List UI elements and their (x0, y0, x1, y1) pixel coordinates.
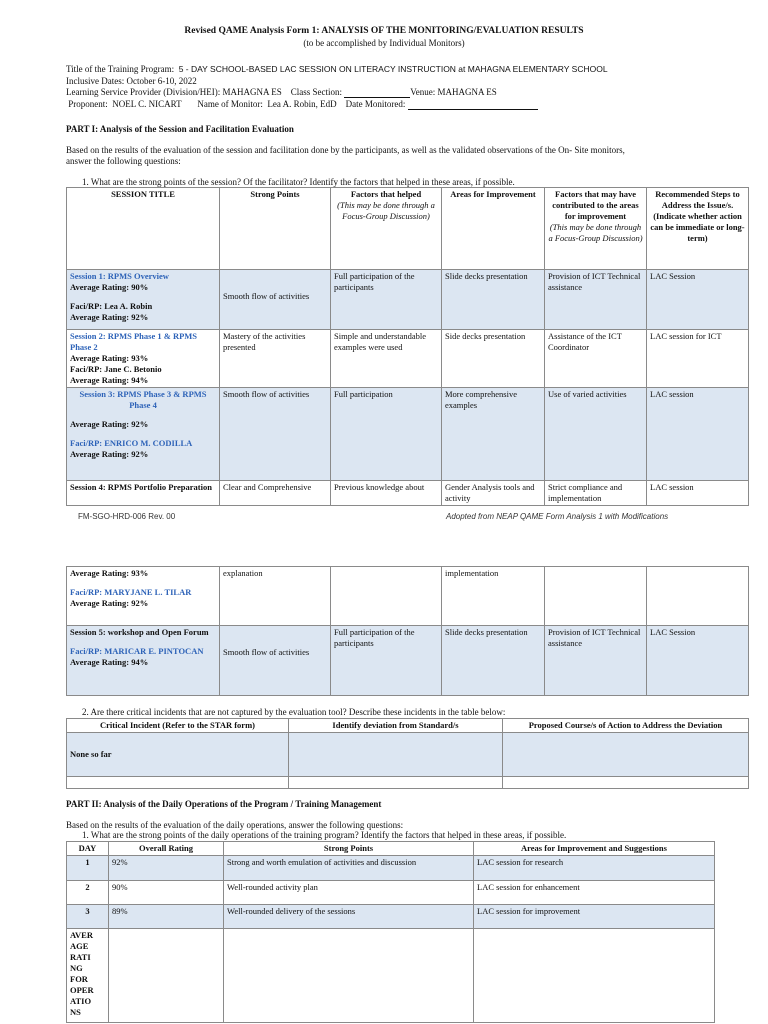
steps-cell: LAC session for ICT (647, 330, 749, 388)
deviation-cell (289, 777, 503, 789)
proponent-line: Proponent: NOEL C. NICART Name of Monitor: Lea A. Robin, EdD Date Monitored: (66, 99, 538, 110)
average-rating-label: AVER AGE RATI NG FOR OPER ATIO NS (67, 929, 109, 1023)
session-title-cell: Session 4: RPMS Portfolio Preparation (67, 481, 220, 506)
adopted-note: Adopted from NEAP QAME Form Analysis 1 with Modifications (446, 512, 669, 521)
areas-cell: LAC session for improvement (474, 905, 715, 929)
session-title-cell: Session 1: RPMS Overview Average Rating: 90% Faci/RP: Lea A. Robin Average Rating: 92% (67, 270, 220, 330)
part1-question-1: 1. What are the strong points of the session? Of the facilitator? Identify the factors that helped in these areas, if possible. (82, 177, 515, 187)
session-title-cell: Session 3: RPMS Phase 3 & RPMS Phase 4 Average Rating: 92% Faci/RP: ENRICO M. CODILLA Average Rating: 92% (67, 388, 220, 481)
col-strong-points: Strong Points (220, 188, 331, 270)
contrib-cell: Use of varied activities (545, 388, 647, 481)
action-cell (503, 733, 749, 777)
session-evaluation-table (66, 187, 749, 506)
contrib-cell: Assistance of the ICT Coordinator (545, 330, 647, 388)
table-row (67, 481, 749, 506)
areas-cell: Side decks presentation (442, 330, 545, 388)
col-day: DAY (67, 842, 109, 856)
areas-cell: More comprehensive examples (442, 388, 545, 481)
strong-cell: Well-rounded activity plan (224, 881, 474, 905)
provider-line: Learning Service Provider (Division/HEI): MAHAGNA ES Class Section: Venue: MAHAGNA ES (66, 87, 497, 97)
rating-cell: 89% (109, 905, 224, 929)
contrib-cell: Strict compliance and implementation (545, 481, 647, 506)
strong-points-cell: Smooth flow of activities (220, 270, 331, 330)
col-session-title: SESSION TITLE (67, 188, 220, 270)
areas-cell: LAC session for enhancement (474, 881, 715, 905)
rating-cell (109, 929, 224, 1023)
rating-cell: 90% (109, 881, 224, 905)
session-evaluation-table-continued (66, 566, 749, 696)
table-row (67, 856, 715, 881)
day-cell: 2 (67, 881, 109, 905)
deviation-cell (289, 733, 503, 777)
table-row (67, 733, 749, 777)
strong-cell: Strong and worth emulation of activities and discussion (224, 856, 474, 881)
col-recommended-steps: Recommended Steps to Address the Issue/s. (Indicate whether action can be immediate or long-term) (647, 188, 749, 270)
part2-question-1: 1. What are the strong points of the daily operations of the training program? Identify the factors that helped in these areas, if possible. (82, 830, 567, 840)
part1-intro-2: answer the following questions: (66, 156, 181, 166)
factors-helped-cell: Full participation (331, 388, 442, 481)
col-critical-incident: Critical Incident (Refer to the STAR form) (67, 719, 289, 733)
col-proposed-action: Proposed Course/s of Action to Address the Deviation (503, 719, 749, 733)
steps-cell: LAC session (647, 388, 749, 481)
factors-helped-cell: Full participation of the participants (331, 270, 442, 330)
session-title-cell: Session 5: workshop and Open Forum Faci/RP: MARICAR E. PINTOCAN Average Rating: 94% (67, 626, 220, 696)
table-row (67, 567, 749, 626)
factors-helped-cell: Full participation of the participants (331, 626, 442, 696)
col-strong-points: Strong Points (224, 842, 474, 856)
areas-cell: Slide decks presentation (442, 270, 545, 330)
contrib-cell: Provision of ICT Technical assistance (545, 270, 647, 330)
steps-cell: LAC Session (647, 270, 749, 330)
contrib-cell: Provision of ICT Technical assistance (545, 626, 647, 696)
table-header-row (67, 719, 749, 733)
part2-intro: Based on the results of the evaluation of the daily operations, answer the following questions: (66, 820, 404, 830)
steps-cell (647, 567, 749, 626)
incident-cell (67, 777, 289, 789)
contrib-cell (545, 567, 647, 626)
strong-cell (224, 929, 474, 1023)
table-header-row (67, 188, 749, 270)
areas-cell: Gender Analysis tools and activity (442, 481, 545, 506)
program-line: Title of the Training Program: 5 - DAY SCHOOL-BASED LAC SESSION ON LITERACY INSTRUCTION at MAHAGNA ELEMENTARY SCHOOL (66, 64, 608, 74)
factors-helped-cell (331, 567, 442, 626)
form-code: FM-SGO-HRD-006 Rev. 00 (78, 512, 176, 521)
areas-cell (474, 929, 715, 1023)
strong-points-cell: Clear and Comprehensive (220, 481, 331, 506)
part1-question-2: 2. Are there critical incidents that are not captured by the evaluation tool? Describe these incidents in the table below: (82, 707, 506, 717)
table-row (67, 881, 715, 905)
col-factors-contributed: Factors that may have contributed to the areas for improvement (This may be done through a Focus-Group Discussion) (545, 188, 647, 270)
areas-cell: Slide decks presentation (442, 626, 545, 696)
table-row (67, 777, 749, 789)
table-row (67, 330, 749, 388)
action-cell (503, 777, 749, 789)
part2-heading: PART II: Analysis of the Daily Operations of the Program / Training Management (66, 799, 382, 809)
steps-cell: LAC session (647, 481, 749, 506)
strong-points-cell: Smooth flow of activities (220, 388, 331, 481)
table-row (67, 905, 715, 929)
col-areas-improvement: Areas for Improvement (442, 188, 545, 270)
session-title-cell: Average Rating: 93% Faci/RP: MARYJANE L. TILAR Average Rating: 92% (67, 567, 220, 626)
part1-heading: PART I: Analysis of the Session and Facilitation Evaluation (66, 124, 294, 134)
table-row (67, 626, 749, 696)
factors-helped-cell: Simple and understandable examples were used (331, 330, 442, 388)
incident-cell: None so far (67, 733, 289, 777)
table-row (67, 388, 749, 481)
col-deviation: Identify deviation from Standard/s (289, 719, 503, 733)
table-row (67, 929, 715, 1023)
session-title-cell: Session 2: RPMS Phase 1 & RPMS Phase 2 Average Rating: 93% Faci/RP: Jane C. Betonio Average Rating: 94% (67, 330, 220, 388)
table-row (67, 270, 749, 330)
daily-operations-table (66, 841, 715, 1023)
table-header-row (67, 842, 715, 856)
strong-points-cell: Mastery of the activities presented (220, 330, 331, 388)
part1-intro-1: Based on the results of the evaluation of the session and facilitation done by the participants, as well as the validated observations of the On- Site monitors, (66, 145, 625, 155)
day-cell: 1 (67, 856, 109, 881)
areas-cell: implementation (442, 567, 545, 626)
critical-incident-table (66, 718, 749, 789)
col-factors-helped: Factors that helped (This may be done through a Focus-Group Discussion) (331, 188, 442, 270)
col-overall-rating: Overall Rating (109, 842, 224, 856)
col-areas-suggestions: Areas for Improvement and Suggestions (474, 842, 715, 856)
day-cell: 3 (67, 905, 109, 929)
strong-points-cell: explanation (220, 567, 331, 626)
rating-cell: 92% (109, 856, 224, 881)
strong-points-cell: Smooth flow of activities (220, 626, 331, 696)
form-subtitle: (to be accomplished by Individual Monitors) (303, 38, 465, 48)
form-title: Revised QAME Analysis Form 1: ANALYSIS OF THE MONITORING/EVALUATION RESULTS (184, 26, 584, 36)
dates-line: Inclusive Dates: October 6-10, 2022 (66, 76, 197, 86)
areas-cell: LAC session for research (474, 856, 715, 881)
factors-helped-cell: Previous knowledge about (331, 481, 442, 506)
strong-cell: Well-rounded delivery of the sessions (224, 905, 474, 929)
steps-cell: LAC Session (647, 626, 749, 696)
